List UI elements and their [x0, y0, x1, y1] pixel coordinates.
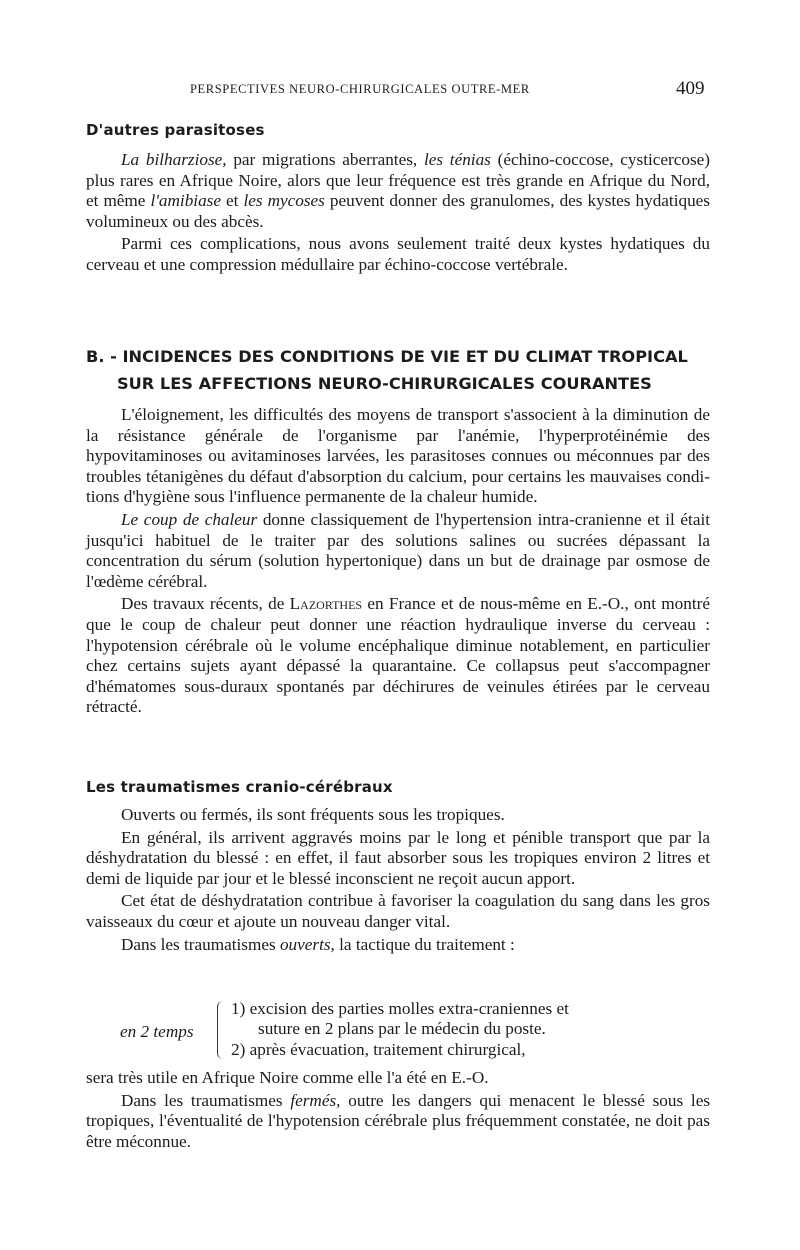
page-number: 409 — [676, 78, 705, 99]
section-heading-traumatismes: Les traumatismes cranio-cérébraux — [86, 778, 393, 796]
section-heading-parasitoses: D'autres parasitoses — [86, 121, 265, 139]
paragraph: Parmi ces complications, nous avons seulement traité deux kystes hydatiques du cerveau et une compression médullaire par échino-coccose vertébrale. — [86, 234, 710, 274]
paragraph: Dans les traumatismes fermés, outre les dangers qui menacent le blessé sous les tropiques, l'éventualité de l'hypotension cérébrale plus fréquemment constatée, ne doit pas être méconnue. — [86, 1090, 711, 1151]
paragraph: L'éloignement, les difficultés des moyens de transport s'associent à la diminution de la résistance générale de l'organisme par l'anémie, l'hyperprotéinémie des hypovitaminoses ou avitaminoses larvées, les parasitoses connues ou méconnues par des troubles tétanigènes du défaut d'absorption du calcium, pour certains les mauvaises condi-tions d'hygiène sous l'influence permanente de la chaleur humide. — [86, 405, 710, 507]
treatment-steps — [86, 999, 710, 1065]
section-traumatismes-body — [86, 805, 710, 957]
major-heading-climat-tropical — [86, 343, 716, 397]
step-1-continuation: suture en 2 plans par le médecin du poste. — [258, 1019, 546, 1038]
paragraph: sera très utile en Afrique Noire comme elle l'a été en E.-O. — [86, 1068, 489, 1087]
paragraph: Le coup de chaleur donne classiquement de l'hypertension intra-cranienne et il était jusqu'ici habituel de le traiter par des solutions salines ou sucrées dépassant la concentration du sérum (solution hypertonique) dans un but de drainage par osmose de l'œdème cérébral. — [86, 509, 710, 591]
author-name: Lazorthes — [289, 594, 363, 614]
heading-line: SUR LES AFFECTIONS NEURO-CHIRURGICALES COURANTES — [117, 374, 652, 393]
italic-term: les mycoses — [243, 191, 325, 211]
section-parasitoses-body — [86, 150, 710, 278]
italic-term: La bilharziose, — [121, 150, 227, 169]
running-title: PERSPECTIVES NEURO-CHIRURGICALES OUTRE-MER — [190, 82, 530, 96]
paragraph: En général, ils arrivent aggravés moins par le long et pénible transport que par la déshydratation du blessé : en effet, il faut absorber sous les tropiques environ 2 litres et demi de liquide par jour et le blessé inconscient ne reçoit aucun apport. — [86, 827, 710, 888]
italic-term: ouverts, — [279, 934, 335, 954]
italic-term: les ténias — [423, 150, 491, 169]
paragraph: Des travaux récents, de Lazorthes en France et de nous-même en E.-O., ont montré que le coup de chaleur peut donner une réaction hydraulique inverse du cerveau : l'hypotension cérébrale où le volume encéphalique diminue notablement, en particulier chez certains sujets ayant dépassé la quarantaine. Ce collapsus peut s'accompagner d'hématomes sous-duraux spontanés par déchirures de veinules étirées par le cerveau rétracté. — [86, 594, 710, 717]
step-1: 1) excision des parties molles extra-craniennes et — [231, 999, 569, 1018]
step-2: 2) après évacuation, traitement chirurgical, — [231, 1040, 526, 1059]
paragraph: Cet état de déshydratation contribue à favoriser la coagulation du sang dans les gros vaisseaux du cœur et ajoute un nouveau danger vital. — [86, 891, 710, 931]
heading-line: B. - INCIDENCES DES CONDITIONS DE VIE ET DU CLIMAT TROPICAL — [86, 347, 688, 366]
paragraph: Dans les traumatismes ouverts, la tactique du traitement : — [121, 934, 515, 954]
paragraph: Ouverts ou fermés, ils sont fréquents sous les tropiques. — [121, 805, 505, 824]
brace-mark — [217, 1001, 224, 1059]
steps-label: en 2 temps — [120, 1022, 194, 1041]
italic-term: Le coup de chaleur — [121, 509, 258, 529]
paragraph: La bilharziose, par migrations aberrantes, les ténias (échino-coccose, cysticercose) plus rares en Afrique Noire, alors que leur fréquence est très grande en Afrique du Nord, et même l'amibiase et les mycoses peuvent donner des granulomes, des kystes hydatiques volumineux ou des abcès. — [86, 150, 711, 231]
section-traumatismes-body-continued — [86, 1068, 710, 1154]
italic-term: fermés, — [290, 1090, 341, 1110]
italic-term: l'amibiase — [150, 191, 221, 211]
section-climat-body — [86, 405, 710, 720]
